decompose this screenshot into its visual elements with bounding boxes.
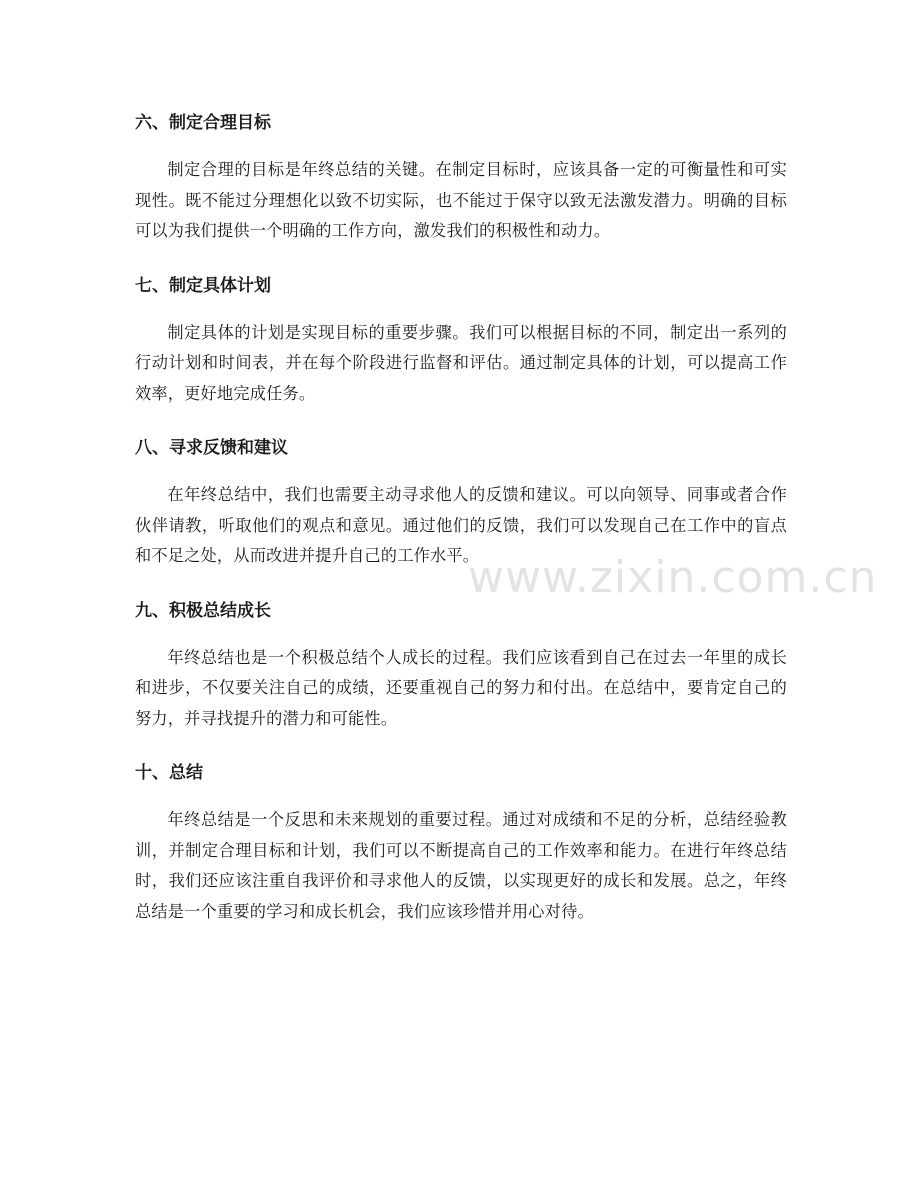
- section-title: 九、积极总结成长: [135, 600, 271, 621]
- section-9: [135, 593, 787, 735]
- document-content: [135, 105, 787, 948]
- section-paragraph: 制定具体的计划是实现目标的重要步骤。我们可以根据目标的不同，制定出一系列的行动计划和时间表，并在每个阶段进行监督和评估。通过制定具体的计划，可以提高工作效率，更好地完成任务。: [135, 322, 787, 403]
- section-paragraph: 在年终总结中，我们也需要主动寻求他人的反馈和建议。可以向领导、同事或者合作伙伴请教，听取他们的观点和意见。通过他们的反馈，我们可以发现自己在工作中的盲点和不足之处，从而改进并提升自己的工作水平。: [135, 485, 787, 565]
- section-title: 七、制定具体计划: [135, 275, 271, 296]
- section-10: [135, 755, 787, 927]
- watermark: www.zixin.com.cn: [468, 552, 878, 603]
- section-7: [135, 268, 787, 410]
- section-paragraph: 年终总结也是一个积极总结个人成长的过程。我们应该看到自己在过去一年里的成长和进步，不仅要关注自己的成绩，还要重视自己的努力和付出。在总结中，要肯定自己的努力，并寻找提升的潜力和可能性。: [135, 647, 787, 728]
- section-6: [135, 105, 787, 247]
- section-paragraph: 年终总结是一个反思和未来规划的重要过程。通过对成绩和不足的分析，总结经验教训，并制定合理目标和计划，我们可以不断提高自己的工作效率和能力。在进行年终总结时，我们还应该注重自我评价和寻求他人的反馈，以实现更好的成长和发展。总之，年终总结是一个重要的学习和成长机会，我们应该珍惜并用心对待。: [135, 810, 787, 921]
- section-title: 八、寻求反馈和建议: [135, 438, 288, 458]
- section-paragraph: 制定合理的目标是年终总结的关键。在制定目标时，应该具备一定的可衡量性和可实现性。既不能过分理想化以致不切实际，也不能过于保守以致无法激发潜力。明确的目标可以为我们提供一个明确的工作方向，激发我们的积极性和动力。: [135, 160, 787, 240]
- section-8: [135, 430, 787, 572]
- section-title: 十、总结: [135, 763, 203, 783]
- section-title: 六、制定合理目标: [135, 113, 271, 133]
